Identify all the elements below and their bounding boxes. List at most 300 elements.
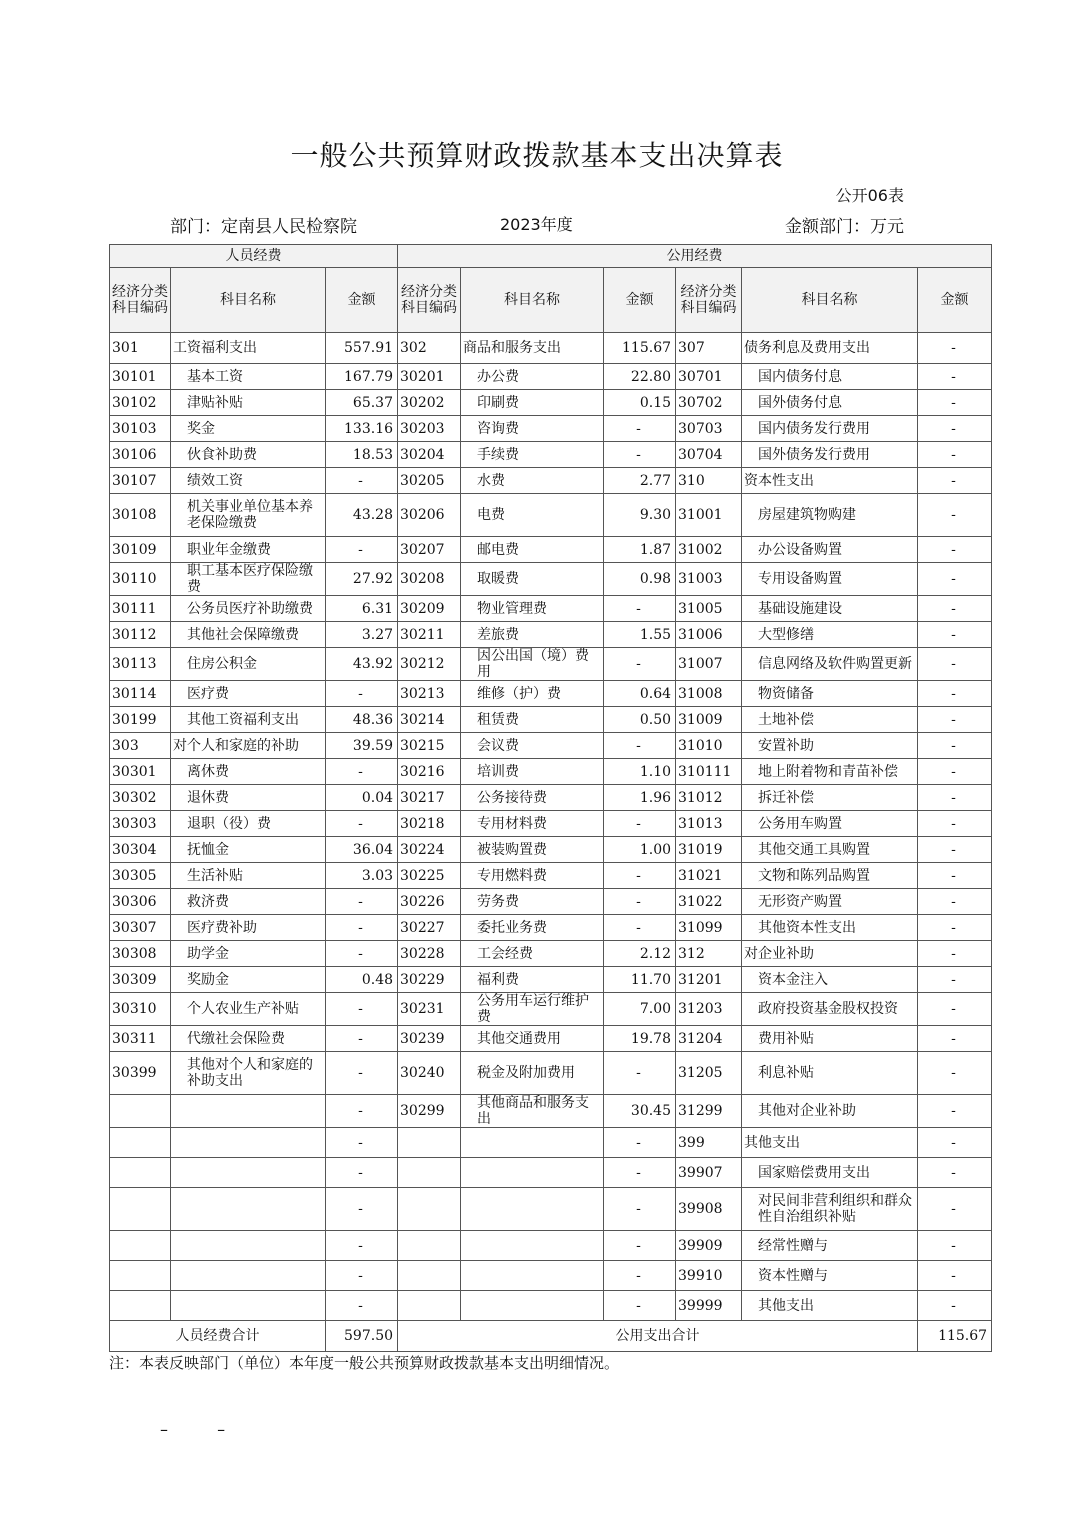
code-cell [110,1158,171,1188]
name-cell: 退职（役）费 [171,811,326,837]
code-cell: 302 [398,333,461,364]
name-cell: 绩效工资 [171,468,326,494]
code-cell: 31099 [676,915,742,941]
name-cell: 物业管理费 [461,596,604,622]
form-number: 公开06表 [835,186,904,205]
amount-cell: 36.04 [326,837,398,863]
name-cell: 资本性赠与 [742,1261,918,1291]
table-row [110,811,992,837]
code-cell: 39907 [676,1158,742,1188]
name-cell: 因公出国（境）费用 [461,648,604,681]
code-cell: 30214 [398,707,461,733]
name-cell [171,1231,326,1261]
name-cell: 信息网络及软件购置更新 [742,648,918,681]
code-cell: 30114 [110,681,171,707]
code-cell: 30109 [110,537,171,563]
code-column-header: 经济分类科目编码 [398,268,461,333]
name-cell: 会议费 [461,733,604,759]
amount-cell: - [918,759,992,785]
code-cell: 312 [676,941,742,967]
code-cell: 30211 [398,622,461,648]
amount-cell: - [918,811,992,837]
name-cell: 专用设备购置 [742,563,918,596]
amount-cell: 43.28 [326,494,398,537]
code-cell [398,1261,461,1291]
amount-cell: 0.50 [604,707,676,733]
amount-cell: - [918,1188,992,1231]
code-cell: 31203 [676,993,742,1026]
table-row [110,563,992,596]
code-cell: 30204 [398,442,461,468]
name-cell: 对民间非营利组织和群众性自治组织补贴 [742,1188,918,1231]
code-cell: 31003 [676,563,742,596]
code-cell: 30208 [398,563,461,596]
code-cell [110,1291,171,1321]
table-row [110,494,992,537]
code-cell: 30302 [110,785,171,811]
table-row [110,1188,992,1231]
code-cell: 31007 [676,648,742,681]
code-cell: 31009 [676,707,742,733]
code-cell: 30110 [110,563,171,596]
amount-cell: - [918,993,992,1026]
code-cell: 30231 [398,993,461,1026]
amount-cell: - [604,863,676,889]
amount-cell: - [326,537,398,563]
name-cell: 办公费 [461,364,604,390]
amount-cell: - [604,915,676,941]
amount-cell: - [604,1291,676,1321]
name-cell: 劳务费 [461,889,604,915]
code-cell: 30702 [676,390,742,416]
name-cell: 其他对个人和家庭的补助支出 [171,1052,326,1095]
amount-cell: - [604,811,676,837]
amount-cell: 0.04 [326,785,398,811]
name-cell: 税金及附加费用 [461,1052,604,1095]
expenditure-table [109,244,992,1352]
name-cell: 其他资本性支出 [742,915,918,941]
name-cell: 房屋建筑物购建 [742,494,918,537]
table-row [110,1052,992,1095]
amount-cell: 30.45 [604,1095,676,1128]
amount-cell: - [326,1158,398,1188]
code-cell [398,1231,461,1261]
table-row [110,468,992,494]
code-cell: 30207 [398,537,461,563]
amount-cell: 22.80 [604,364,676,390]
amount-cell: - [918,648,992,681]
amount-unit: 金额部门：万元 [785,217,904,237]
amount-cell: - [918,733,992,759]
name-cell: 其他对企业补助 [742,1095,918,1128]
name-cell: 债务利息及费用支出 [742,333,918,364]
code-cell [398,1158,461,1188]
amount-cell: - [326,1052,398,1095]
name-cell: 商品和服务支出 [461,333,604,364]
table-row [110,863,992,889]
amount-cell: - [918,468,992,494]
table-row [110,837,992,863]
amount-cell: - [604,1158,676,1188]
page-footer-marks: – – [160,1420,248,1439]
amount-column-header: 金额 [604,268,676,333]
code-cell: 30111 [110,596,171,622]
code-cell: 31001 [676,494,742,537]
code-cell: 30212 [398,648,461,681]
code-cell [110,1095,171,1128]
amount-cell: 0.48 [326,967,398,993]
name-cell: 医疗费补助 [171,915,326,941]
code-cell: 30224 [398,837,461,863]
code-cell: 303 [110,733,171,759]
department-label: 部门：定南县人民检察院 [170,217,357,237]
amount-cell: - [918,967,992,993]
name-cell: 奖励金 [171,967,326,993]
personnel-header: 人员经费 [110,245,398,268]
amount-cell: - [604,1261,676,1291]
amount-cell: 115.67 [604,333,676,364]
name-cell: 救济费 [171,889,326,915]
code-cell: 30299 [398,1095,461,1128]
code-cell [398,1188,461,1231]
amount-cell: - [326,1261,398,1291]
table-row [110,1231,992,1261]
amount-cell: - [918,333,992,364]
code-cell [398,1291,461,1321]
name-cell: 文物和陈列品购置 [742,863,918,889]
table-row [110,993,992,1026]
amount-cell: - [326,915,398,941]
amount-cell: 19.78 [604,1026,676,1052]
amount-cell: - [918,889,992,915]
name-cell: 退休费 [171,785,326,811]
amount-cell: - [604,733,676,759]
amount-cell: - [326,1291,398,1321]
amount-cell: - [326,889,398,915]
amount-cell: 27.92 [326,563,398,596]
amount-cell: 133.16 [326,416,398,442]
name-cell: 咨询费 [461,416,604,442]
name-cell: 费用补贴 [742,1026,918,1052]
code-cell: 30399 [110,1052,171,1095]
table-row [110,416,992,442]
amount-cell: - [326,759,398,785]
name-cell: 其他支出 [742,1291,918,1321]
amount-cell: 1.96 [604,785,676,811]
code-cell: 30102 [110,390,171,416]
code-cell: 30225 [398,863,461,889]
code-cell: 30306 [110,889,171,915]
amount-cell: - [918,1158,992,1188]
code-cell: 30218 [398,811,461,837]
code-cell: 30101 [110,364,171,390]
code-cell: 30304 [110,837,171,863]
amount-cell: - [326,811,398,837]
name-cell: 抚恤金 [171,837,326,863]
code-cell: 30112 [110,622,171,648]
name-cell: 差旅费 [461,622,604,648]
amount-cell: 43.92 [326,648,398,681]
name-cell: 资本金注入 [742,967,918,993]
amount-cell: 6.31 [326,596,398,622]
code-cell: 301 [110,333,171,364]
amount-cell: 0.98 [604,563,676,596]
code-cell [110,1261,171,1291]
amount-cell: - [918,416,992,442]
name-cell: 无形资产购置 [742,889,918,915]
table-row [110,596,992,622]
code-cell: 307 [676,333,742,364]
name-cell: 利息补贴 [742,1052,918,1095]
table-row [110,333,992,364]
amount-cell: 167.79 [326,364,398,390]
name-cell: 福利费 [461,967,604,993]
table-row [110,889,992,915]
table-row [110,1026,992,1052]
name-cell [461,1158,604,1188]
name-cell: 其他交通工具购置 [742,837,918,863]
table-row [110,733,992,759]
code-cell: 310111 [676,759,742,785]
name-cell: 政府投资基金股权投资 [742,993,918,1026]
code-cell: 39908 [676,1188,742,1231]
code-cell: 31012 [676,785,742,811]
amount-cell: - [918,596,992,622]
amount-cell: - [604,648,676,681]
amount-cell: - [918,364,992,390]
name-cell: 其他商品和服务支出 [461,1095,604,1128]
amount-cell: - [326,993,398,1026]
code-cell: 39999 [676,1291,742,1321]
name-cell: 印刷费 [461,390,604,416]
amount-cell: - [326,941,398,967]
fiscal-year: 2023年度 [500,215,573,234]
name-cell: 工资福利支出 [171,333,326,364]
name-cell [171,1158,326,1188]
code-cell: 399 [676,1128,742,1158]
name-column-header: 科目名称 [742,268,918,333]
name-cell: 个人农业生产补贴 [171,993,326,1026]
amount-cell: 9.30 [604,494,676,537]
name-cell: 基本工资 [171,364,326,390]
table-row [110,759,992,785]
code-cell: 30229 [398,967,461,993]
name-cell: 经常性赠与 [742,1231,918,1261]
amount-cell: 0.15 [604,390,676,416]
table-row [110,1261,992,1291]
table-row [110,941,992,967]
name-cell: 住房公积金 [171,648,326,681]
amount-cell: - [918,707,992,733]
code-cell: 30305 [110,863,171,889]
name-cell: 津贴补贴 [171,390,326,416]
name-cell: 取暖费 [461,563,604,596]
amount-cell: 39.59 [326,733,398,759]
code-cell: 30310 [110,993,171,1026]
code-cell: 30206 [398,494,461,537]
amount-cell: - [918,1026,992,1052]
code-cell: 30309 [110,967,171,993]
amount-cell: - [604,416,676,442]
name-cell: 邮电费 [461,537,604,563]
code-cell [110,1188,171,1231]
name-cell: 土地补偿 [742,707,918,733]
code-cell: 31005 [676,596,742,622]
code-cell: 30701 [676,364,742,390]
name-cell: 对个人和家庭的补助 [171,733,326,759]
table-row [110,1158,992,1188]
code-cell: 30703 [676,416,742,442]
table-row [110,622,992,648]
amount-cell: - [918,1095,992,1128]
public-total-amount: 115.67 [918,1321,992,1352]
name-cell: 地上附着物和青苗补偿 [742,759,918,785]
code-cell: 39910 [676,1261,742,1291]
code-cell: 30704 [676,442,742,468]
amount-cell: - [326,1188,398,1231]
amount-cell: - [918,494,992,537]
code-cell: 30308 [110,941,171,967]
amount-cell: 1.10 [604,759,676,785]
name-cell: 医疗费 [171,681,326,707]
personnel-total-amount: 597.50 [326,1321,398,1352]
code-cell: 31021 [676,863,742,889]
name-cell: 国家赔偿费用支出 [742,1158,918,1188]
code-cell: 30217 [398,785,461,811]
amount-column-header: 金额 [326,268,398,333]
amount-cell: - [326,681,398,707]
name-cell: 离休费 [171,759,326,785]
amount-cell: - [918,390,992,416]
code-column-header: 经济分类科目编码 [676,268,742,333]
amount-cell: - [326,1128,398,1158]
name-cell: 手续费 [461,442,604,468]
table-row [110,1291,992,1321]
name-cell: 国外债务发行费用 [742,442,918,468]
name-cell: 维修（护）费 [461,681,604,707]
amount-cell: - [918,1231,992,1261]
table-row [110,537,992,563]
amount-cell: - [918,681,992,707]
public-header: 公用经费 [398,245,992,268]
code-cell [110,1231,171,1261]
name-cell: 生活补贴 [171,863,326,889]
name-cell: 其他交通费用 [461,1026,604,1052]
name-cell: 安置补助 [742,733,918,759]
code-cell: 31201 [676,967,742,993]
name-cell: 专用材料费 [461,811,604,837]
name-cell: 大型修缮 [742,622,918,648]
name-cell: 机关事业单位基本养老保险缴费 [171,494,326,537]
name-cell: 拆迁补偿 [742,785,918,811]
code-cell: 31019 [676,837,742,863]
code-cell: 31002 [676,537,742,563]
code-cell: 30106 [110,442,171,468]
amount-cell: - [604,1052,676,1095]
table-row [110,707,992,733]
name-cell: 职业年金缴费 [171,537,326,563]
amount-cell: 2.12 [604,941,676,967]
code-cell: 31299 [676,1095,742,1128]
name-cell: 国内债务发行费用 [742,416,918,442]
name-cell: 职工基本医疗保险缴费 [171,563,326,596]
name-cell: 工会经费 [461,941,604,967]
table-row [110,915,992,941]
amount-cell: - [918,563,992,596]
code-cell: 39909 [676,1231,742,1261]
code-cell: 30113 [110,648,171,681]
code-cell [110,1128,171,1158]
name-cell: 其他社会保障缴费 [171,622,326,648]
name-column-header: 科目名称 [461,268,604,333]
amount-cell: 48.36 [326,707,398,733]
name-cell: 伙食补助费 [171,442,326,468]
code-cell: 30108 [110,494,171,537]
public-total-label: 公用支出合计 [398,1321,918,1352]
name-cell: 培训费 [461,759,604,785]
name-cell: 公务员医疗补助缴费 [171,596,326,622]
amount-cell: 2.77 [604,468,676,494]
code-cell: 30199 [110,707,171,733]
table-row [110,1128,992,1158]
table-note: 注：本表反映部门（单位）本年度一般公共预算财政拨款基本支出明细情况。 [109,1354,620,1372]
amount-cell: - [326,468,398,494]
amount-cell: 1.00 [604,837,676,863]
code-cell: 30216 [398,759,461,785]
code-cell: 30240 [398,1052,461,1095]
amount-cell: - [604,889,676,915]
name-cell [461,1188,604,1231]
table-row [110,364,992,390]
name-cell: 公务用车运行维护费 [461,993,604,1026]
amount-cell: 7.00 [604,993,676,1026]
amount-cell: - [326,1026,398,1052]
code-cell: 31022 [676,889,742,915]
code-cell: 31204 [676,1026,742,1052]
table-row [110,785,992,811]
code-cell: 30226 [398,889,461,915]
code-cell: 30227 [398,915,461,941]
page-title: 一般公共预算财政拨款基本支出决算表 [290,139,784,172]
name-cell [461,1231,604,1261]
amount-cell: 65.37 [326,390,398,416]
amount-column-header: 金额 [918,268,992,333]
code-cell: 31006 [676,622,742,648]
name-cell: 物资储备 [742,681,918,707]
code-cell: 30303 [110,811,171,837]
name-cell: 国外债务付息 [742,390,918,416]
table-row [110,1095,992,1128]
amount-cell: 3.27 [326,622,398,648]
amount-cell: - [918,1291,992,1321]
amount-cell: - [918,537,992,563]
name-cell: 被装购置费 [461,837,604,863]
name-cell: 租赁费 [461,707,604,733]
amount-cell: - [918,837,992,863]
code-cell [398,1128,461,1158]
code-cell: 310 [676,468,742,494]
table-row [110,390,992,416]
amount-cell: 18.53 [326,442,398,468]
name-cell [171,1261,326,1291]
amount-cell: - [918,1128,992,1158]
amount-cell: - [326,1231,398,1261]
amount-cell: 11.70 [604,967,676,993]
table-row [110,681,992,707]
name-cell: 助学金 [171,941,326,967]
amount-cell: - [604,596,676,622]
amount-cell: - [918,442,992,468]
